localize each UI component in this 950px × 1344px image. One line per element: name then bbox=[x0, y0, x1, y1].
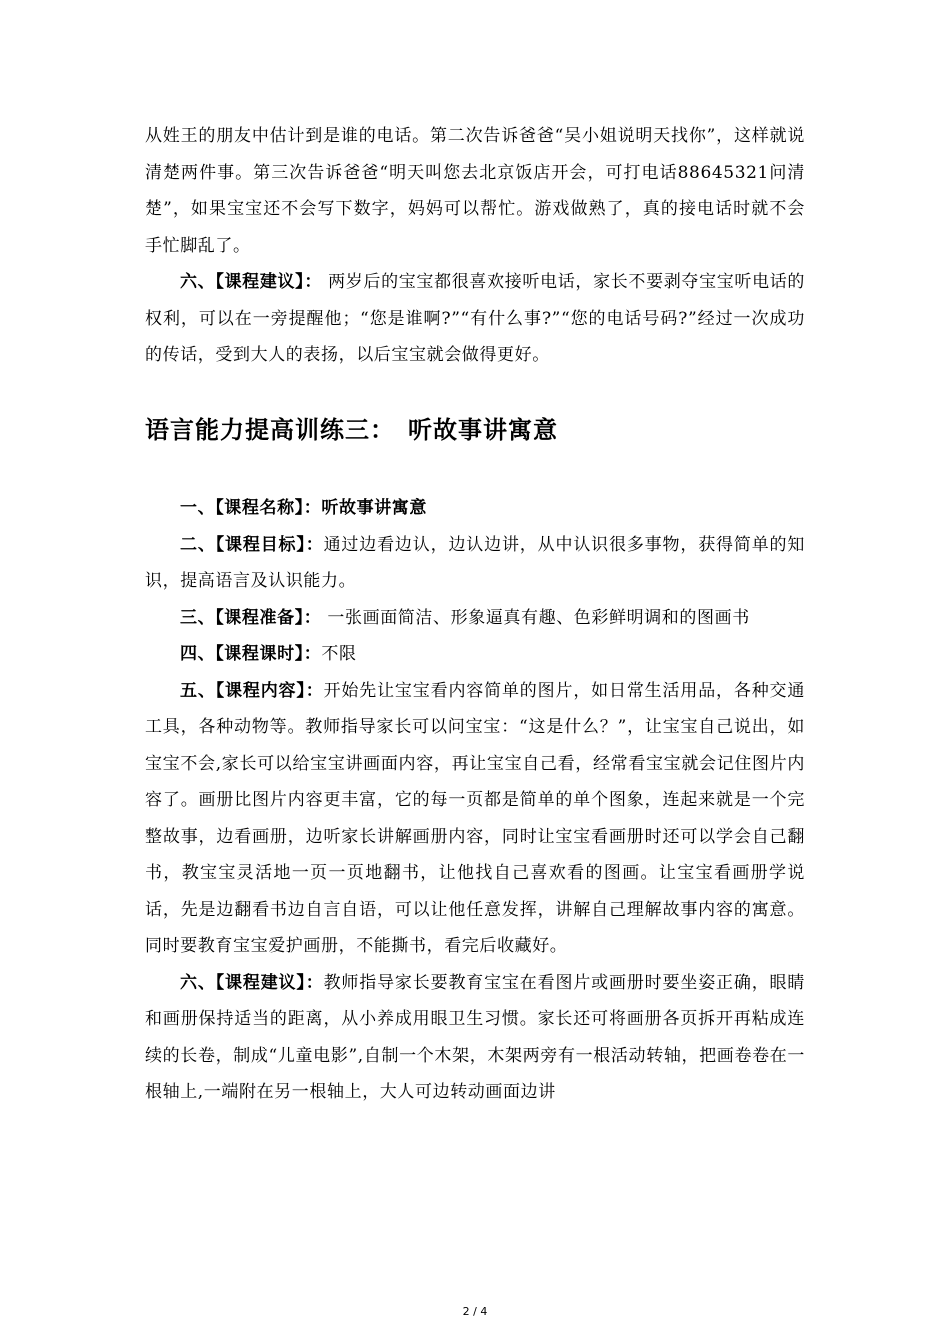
item-text: 教师指导家长要教育宝宝在看图片或画册时要坐姿正确，眼睛和画册保持适当的距离，从小养成用眼卫生习惯。家长还可将画册各页拆开再粘成连续的长卷，制成“儿童电影”,自制一个木架，木架两旁有一根活动转轴，把画卷卷在一根轴上,一端附在另一根轴上，大人可边转动画面边讲 bbox=[145, 972, 805, 1102]
suggestion-text: 两岁后的宝宝都很喜欢接听电话，家长不要剥夺宝宝听电话的权利，可以在一旁提醒他；“您是谁啊?”“有什么事?”“您的电话号码?”经过一次成功的传话，受到大人的表扬，以后宝宝就会做得更好。 bbox=[145, 272, 805, 365]
item-text: 不限 bbox=[321, 644, 357, 664]
paragraph-phone-game: 从姓王的朋友中估计到是谁的电话。第二次告诉爸爸“吴小姐说明天找你”，这样就说清楚两件事。第三次告诉爸爸“明天叫您去北京饭店开会，可打电话88645321问清楚”，如果宝宝还不会写下数字，妈妈可以帮忙。游戏做熟了，真的接电话时就不会手忙脚乱了。 bbox=[145, 126, 805, 256]
section-title: 语言能力提高训练三： 听故事讲寓意 bbox=[145, 416, 558, 444]
item-label: 三、【课程准备】： bbox=[180, 607, 322, 628]
item-course-prep bbox=[145, 600, 805, 637]
item-label: 四、【课程课时】： bbox=[180, 644, 322, 664]
item-label: 六、【课程建议】： bbox=[180, 972, 324, 993]
item-text: 听故事讲寓意 bbox=[321, 498, 428, 518]
paragraph-suggestion-6 bbox=[145, 264, 805, 374]
top-section bbox=[145, 118, 805, 374]
item-course-content bbox=[145, 673, 805, 965]
item-text: 通过边看边认，边认边讲，从中认识很多事物，获得简单的知识，提高语言及认识能力。 bbox=[145, 534, 805, 591]
page-number: 2 / 4 bbox=[462, 1305, 488, 1318]
item-course-name bbox=[145, 490, 805, 527]
item-label: 一、【课程名称】： bbox=[180, 498, 322, 518]
suggestion-label: 六、【课程建议】： bbox=[180, 272, 322, 292]
item-label: 五、【课程内容】： bbox=[180, 680, 324, 701]
item-course-hours bbox=[145, 636, 805, 673]
item-label: 二、【课程目标】： bbox=[180, 534, 324, 555]
item-course-suggestion bbox=[145, 965, 805, 1111]
item-course-goal bbox=[145, 527, 805, 600]
item-text: 开始先让宝宝看内容简单的图片，如日常生活用品，各种交通工具，各种动物等。教师指导家长可以问宝宝：“这是什么？”，让宝宝自己说出，如宝宝不会,家长可以给宝宝讲画面内容，再让宝宝自己看，经常看宝宝就会记住图片内容了。画册比图片内容更丰富，它的每一页都是简单的单个图象，连起来就是一个完整故事，边看画册，边听家长讲解画册内容，同时让宝宝看画册时还可以学会自己翻书，教宝宝灵活地一页一页地翻书，让他找自己喜欢看的图画。让宝宝看画册学说话，先是边翻看书边自言自语，可以让他任意发挥，讲解自己理解故事内容的寓意。同时要教育宝宝爱护画册，不能撕书，看完后收藏好。 bbox=[145, 680, 805, 956]
course-items bbox=[145, 490, 805, 1111]
item-text: 一张画面简洁、形象逼真有趣、色彩鲜明调和的图画书 bbox=[321, 607, 750, 628]
